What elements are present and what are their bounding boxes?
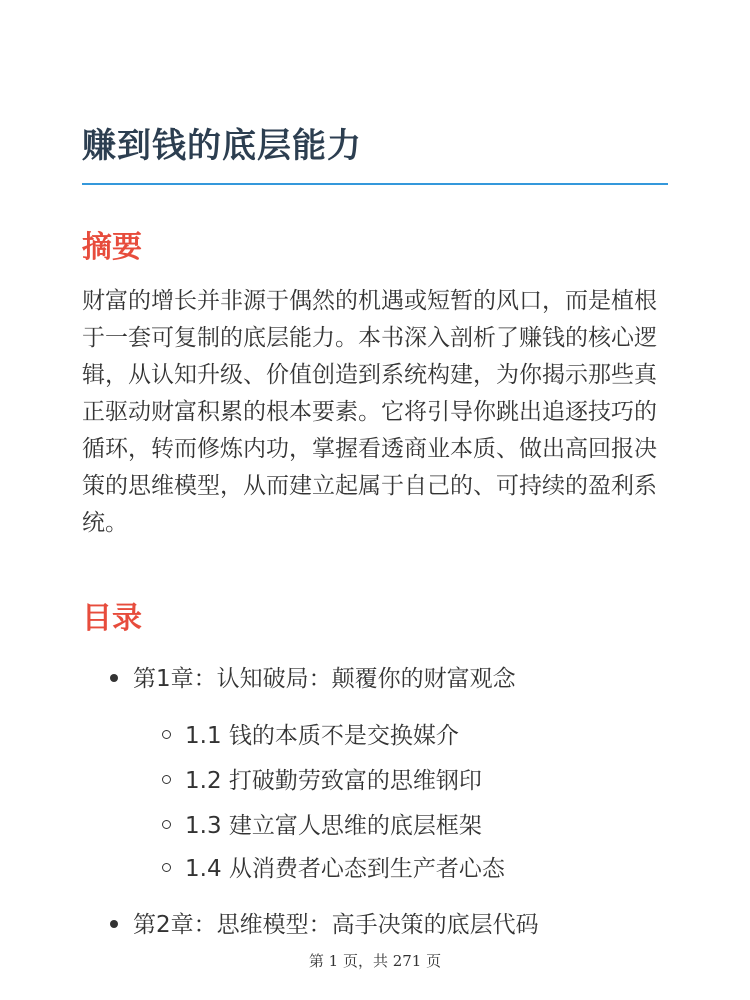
toc-section-1-4[interactable] [162,850,505,883]
toc-section-label: 1.3 建立富人思维的底层框架 [185,813,482,839]
toc-section-label: 1.2 打破勤劳致富的思维钢印 [185,768,482,794]
circle-bullet-icon [162,730,171,739]
toc-section-1-1[interactable] [162,717,459,750]
toc-section-label: 1.4 从消费者心态到生产者心态 [185,856,505,882]
toc-section-1-3[interactable] [162,807,482,840]
toc-section-label: 1.1 钱的本质不是交换媒介 [185,723,459,749]
summary-paragraph: 财富的增长并非源于偶然的机遇或短暂的风口，而是植根于一套可复制的底层能力。本书深入剖析了赚钱的核心逻辑，从认知升级、价值创造到系统构建，为你揭示那些真正驱动财富积累的根本要素。它将引导你跳出追逐技巧的循环，转而修炼内功，掌握看透商业本质、做出高回报决策的思维模型，从而建立起属于自己的、可持续的盈利系统。 [82,288,657,536]
toc-chapter-1[interactable] [110,660,516,693]
toc-section-1-2[interactable] [162,762,482,795]
circle-bullet-icon [162,775,171,784]
bullet-icon [110,920,118,928]
circle-bullet-icon [162,820,171,829]
circle-bullet-icon [162,863,171,872]
summary-heading: 摘要 [82,230,142,265]
toc-heading: 目录 [82,601,142,636]
page-title: 赚到钱的底层能力 [82,126,362,166]
bullet-icon [110,674,118,682]
toc-chapter-label: 第2章：思维模型：高手决策的底层代码 [133,912,539,938]
title-divider [82,183,668,185]
toc-chapter-2[interactable] [110,906,539,939]
toc-chapter-label: 第1章：认知破局：颠覆你的财富观念 [133,666,516,692]
page-number-footer: 第 1 页，共 271 页 [308,952,442,970]
